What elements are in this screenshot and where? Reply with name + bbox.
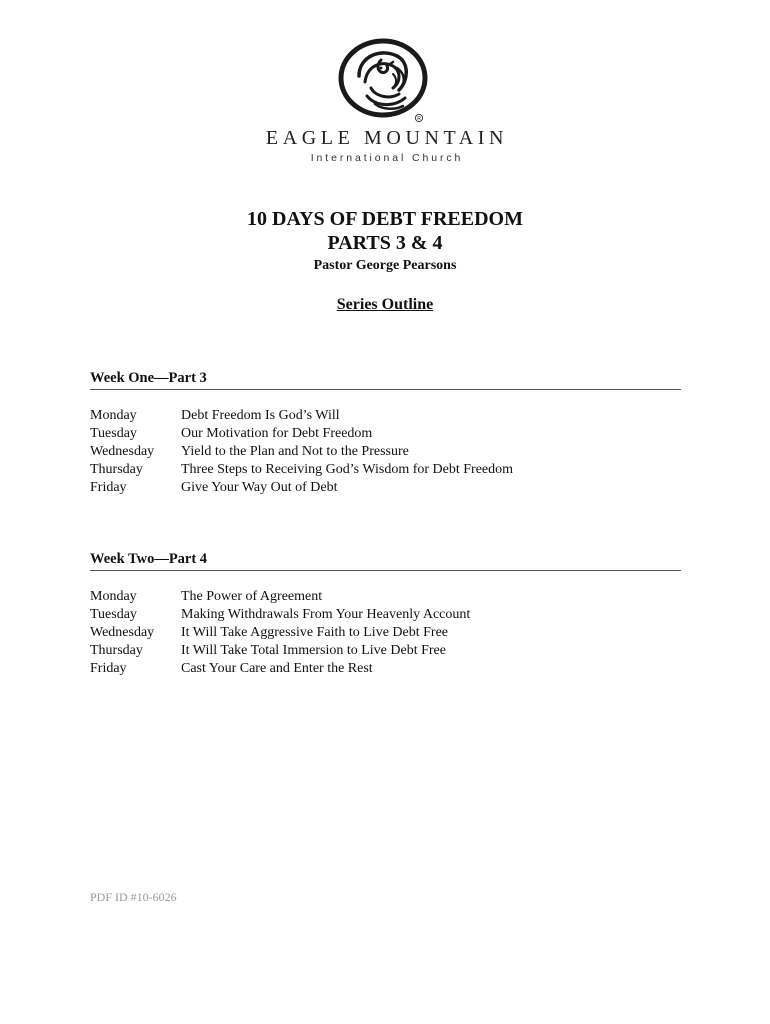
topic-label: Debt Freedom Is God’s Will bbox=[181, 408, 340, 423]
schedule-row bbox=[90, 425, 681, 443]
schedule-row bbox=[90, 642, 681, 660]
topic-label: Give Your Way Out of Debt bbox=[181, 480, 338, 495]
topic-label: Our Motivation for Debt Freedom bbox=[181, 426, 373, 441]
week-section bbox=[90, 369, 681, 497]
document-title: 10 DAYS OF DEBT FREEDOM bbox=[247, 208, 523, 230]
schedule-row bbox=[90, 624, 681, 642]
day-label: Wednesday bbox=[90, 444, 155, 459]
day-label: Tuesday bbox=[90, 607, 137, 622]
topic-label: Yield to the Plan and Not to the Pressure bbox=[181, 444, 409, 459]
eagle-emblem-icon bbox=[337, 38, 433, 128]
schedule-row bbox=[90, 443, 681, 461]
day-label: Thursday bbox=[90, 643, 143, 658]
topic-label: The Power of Agreement bbox=[181, 589, 323, 604]
outline-heading: Series Outline bbox=[336, 296, 434, 313]
topic-label: Making Withdrawals From Your Heavenly Account bbox=[181, 607, 471, 622]
week-title: Week One—Part 3 bbox=[90, 370, 207, 386]
section-divider bbox=[90, 570, 681, 571]
registered-mark: R bbox=[417, 116, 421, 123]
day-label: Friday bbox=[90, 480, 127, 495]
topic-label: Cast Your Care and Enter the Rest bbox=[181, 661, 373, 676]
week-section bbox=[90, 550, 681, 678]
schedule-row bbox=[90, 588, 681, 606]
topic-label: It Will Take Total Immersion to Live Debt Free bbox=[181, 643, 446, 658]
day-label: Tuesday bbox=[90, 426, 137, 441]
pdf-id-footer: PDF ID #10-6026 bbox=[90, 890, 177, 904]
author-name: Pastor George Pearsons bbox=[313, 258, 457, 273]
week-title: Week Two—Part 4 bbox=[90, 551, 208, 567]
day-label: Monday bbox=[90, 589, 137, 604]
day-label: Wednesday bbox=[90, 625, 155, 640]
day-label: Thursday bbox=[90, 462, 143, 477]
section-divider bbox=[90, 389, 681, 390]
schedule-row bbox=[90, 479, 681, 497]
brand-subtitle: International Church bbox=[310, 152, 464, 164]
schedule-row bbox=[90, 407, 681, 425]
schedule-list bbox=[90, 407, 681, 497]
brand-name: EAGLE MOUNTAIN bbox=[265, 127, 509, 149]
topic-label: It Will Take Aggressive Faith to Live Debt Free bbox=[181, 625, 448, 640]
document-subtitle: PARTS 3 & 4 bbox=[327, 232, 443, 254]
schedule-row bbox=[90, 461, 681, 479]
schedule-row bbox=[90, 606, 681, 624]
schedule-list bbox=[90, 588, 681, 678]
day-label: Monday bbox=[90, 408, 137, 423]
day-label: Friday bbox=[90, 661, 127, 676]
topic-label: Three Steps to Receiving God’s Wisdom for Debt Freedom bbox=[181, 462, 514, 477]
schedule-row bbox=[90, 660, 681, 678]
